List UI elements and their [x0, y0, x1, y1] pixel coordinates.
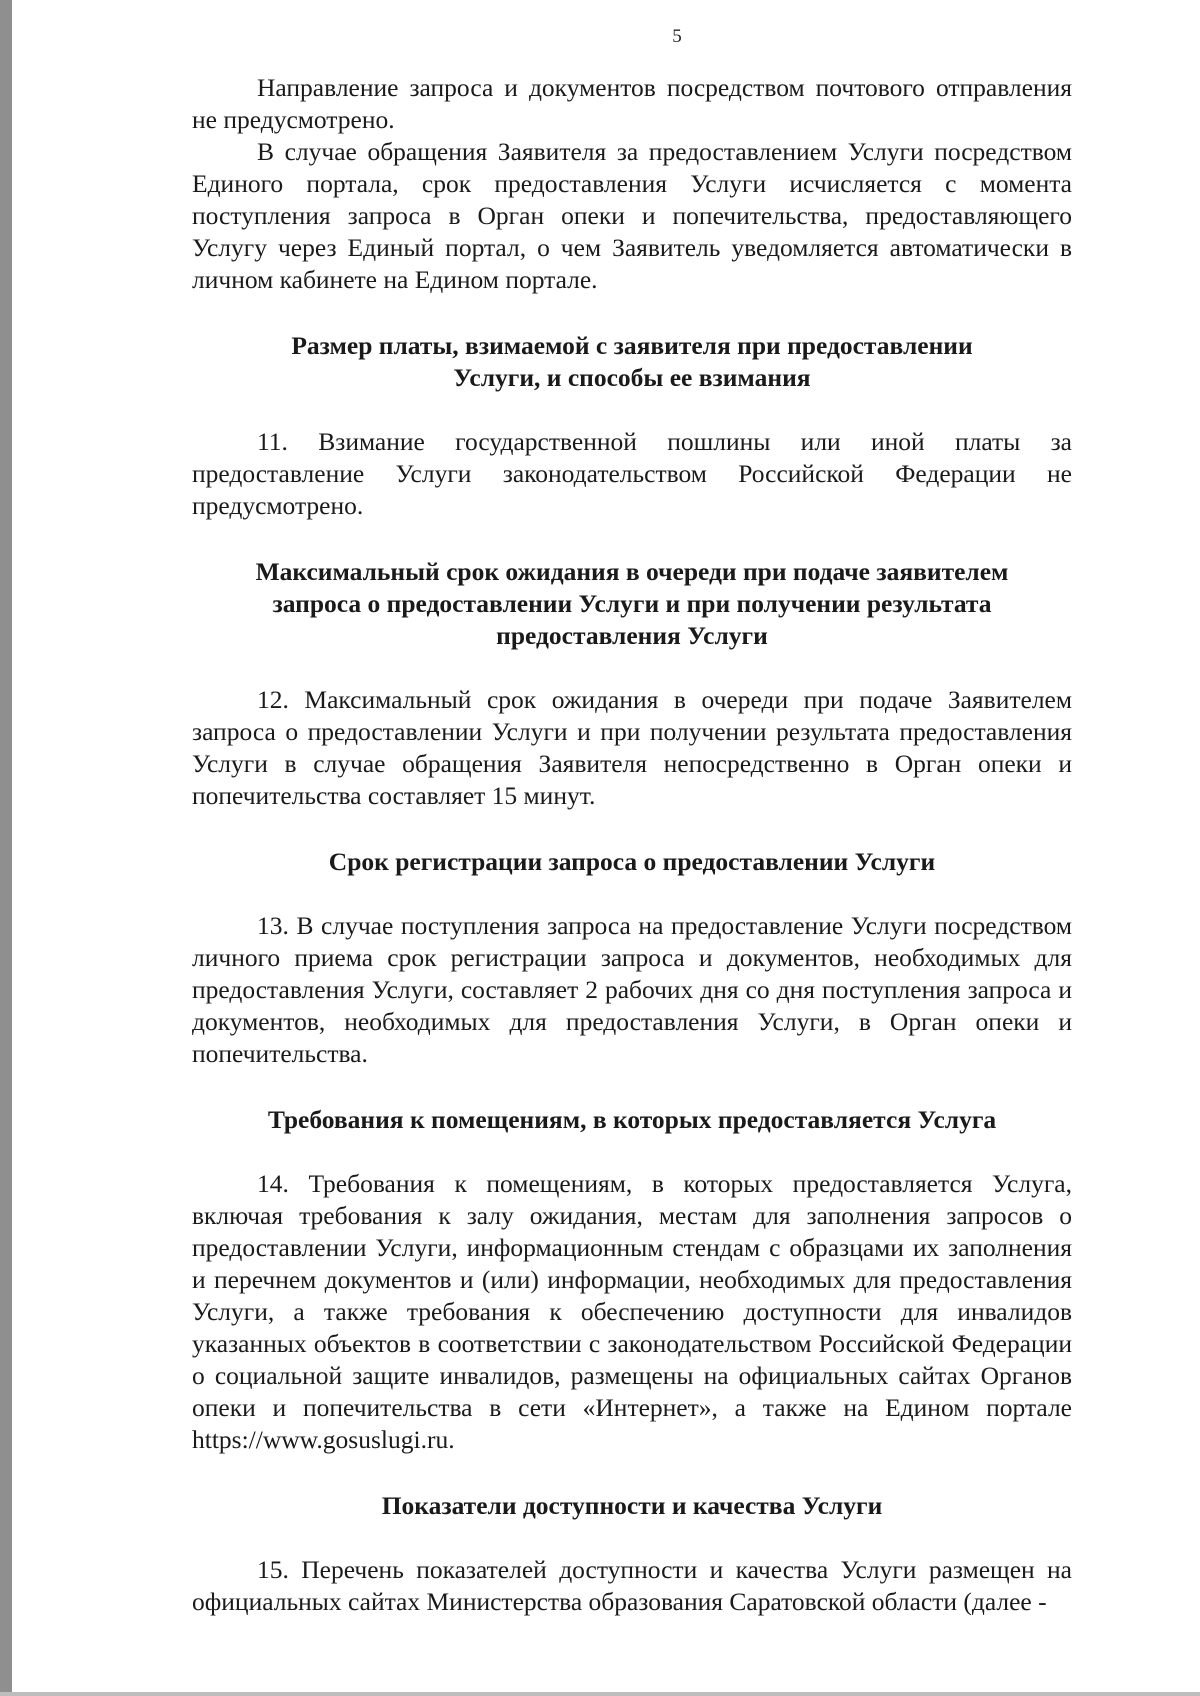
page-number: 5 [672, 26, 682, 47]
heading-quality: Показатели доступности и качества Услуги [381, 1491, 883, 1520]
paragraph-mail-submission: Направление запроса и документов посредством почтового отправления не предусмотрено. [192, 73, 1072, 134]
heading-queue-line2: запроса о предоставлении Услуги и при получении результата [272, 589, 992, 618]
paragraph-13-registration: 13. В случае поступления запроса на предоставление Услуги посредством личного приема срок регистрации запроса и документов, необходимых для предоставления Услуги, составляет 2 рабочих дня со дня поступления запроса и документов, необходимых для предоставления Услуги, в Орган опеки и попечительства. [192, 911, 1072, 1068]
paragraph-12-queue: 12. Максимальный срок ожидания в очереди при подаче Заявителем запроса о предоставлении Услуги и при получении результата предоставления Услуги в случае обращения Заявителя непосредственно в Орган опеки и попечительства составляет 15 минут. [192, 685, 1072, 810]
paragraph-11-fee: 11. Взимание государственной пошлины или иной платы за предоставление Услуги законодательством Российской Федерации не предусмотрено. [192, 427, 1072, 520]
heading-fee-line2: Услуги, и способы ее взимания [453, 363, 811, 392]
heading-premises: Требования к помещениям, в которых предоставляется Услуга [267, 1105, 997, 1134]
heading-queue-line1: Максимальный срок ожидания в очереди при подаче заявителем [255, 557, 1009, 586]
document-body [192, 72, 1072, 1618]
scan-left-margin [0, 0, 12, 1696]
heading-fee-line1: Размер платы, взимаемой с заявителя при предоставлении [291, 331, 973, 360]
scan-bottom-edge [0, 1692, 1200, 1696]
paragraph-unified-portal: В случае обращения Заявителя за предоставлением Услуги посредством Единого портала, срок предоставления Услуги исчисляется с момента поступления запроса в Орган опеки и попечительства, предоставляющего Услугу через Единый портал, о чем Заявитель уведомляется автоматически в личном кабинете на Едином портале. [192, 137, 1072, 294]
paragraph-14-premises: 14. Требования к помещениям, в которых предоставляется Услуга, включая требования к залу ожидания, местам для заполнения запросов о предоставлении Услуги, информационным стендам с образцами их заполнения и перечнем документов и (или) информации, необходимых для предоставления Услуги, а также требования к обеспечению доступности для инвалидов указанных объектов в соответствии с законодательством Российской Федерации о социальной защите инвалидов, размещены на официальных сайтах Органов опеки и попечительства в сети «Интернет», а также на Едином портале https://www.gosuslugi.ru. [192, 1169, 1072, 1454]
heading-queue-line3: предоставления Услуги [496, 621, 768, 650]
document-page [12, 0, 1200, 1696]
paragraph-15-quality: 15. Перечень показателей доступности и качества Услуги размещен на официальных сайтах Министерства образования Саратовской области (далее - [192, 1555, 1072, 1616]
heading-registration: Срок регистрации запроса о предоставлении Услуги [328, 847, 936, 876]
